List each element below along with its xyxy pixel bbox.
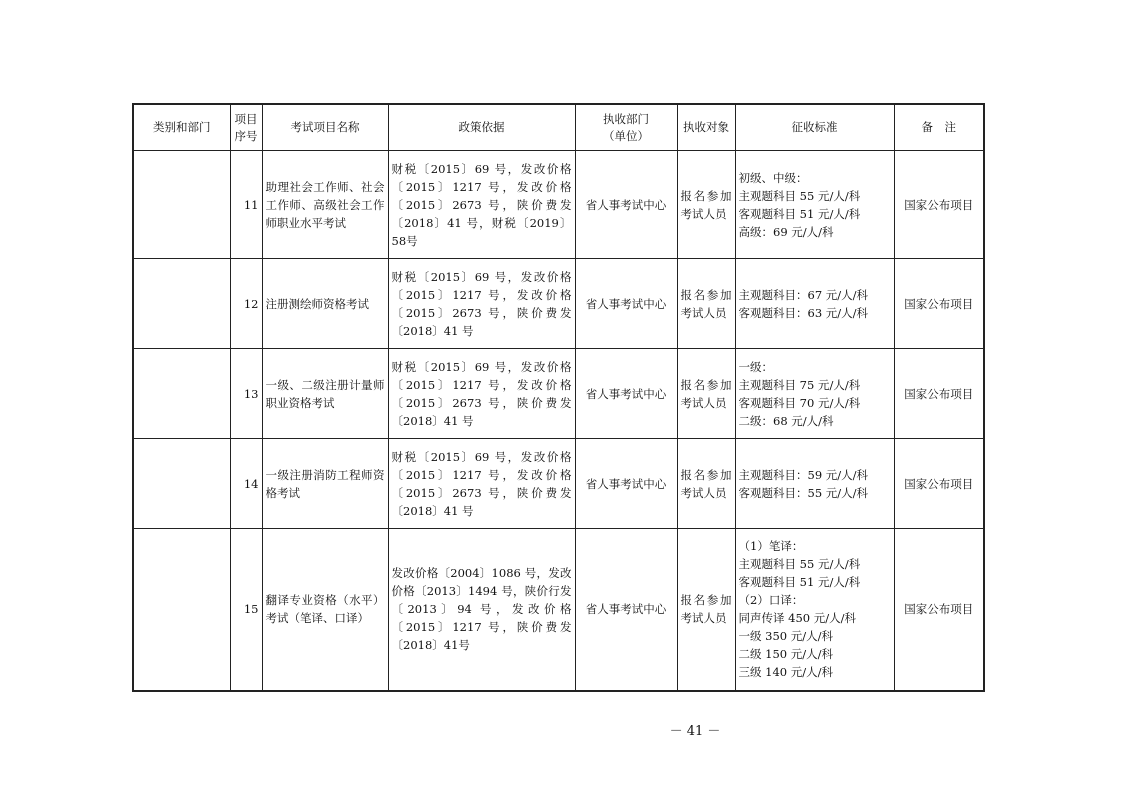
item-no-cell: 14 <box>230 439 262 529</box>
fee-standard-table <box>132 103 985 692</box>
remarks-cell: 国家公布项目 <box>894 439 984 529</box>
dept-cell: 省人事考试中心 <box>575 151 677 259</box>
category-cell <box>133 259 230 349</box>
remarks-cell: 国家公布项目 <box>894 349 984 439</box>
standard-cell: 主观题科目：59 元/人/科 客观题科目：55 元/人/科 <box>735 439 894 529</box>
category-cell <box>133 529 230 691</box>
category-cell <box>133 349 230 439</box>
policy-cell: 财税〔2015〕69 号，发改价格〔2015〕1217 号，发改价格〔2015〕2673 号，陕价费发〔2018〕41 号 <box>388 259 575 349</box>
header-exam-name: 考试项目名称 <box>262 104 388 151</box>
policy-cell: 发改价格〔2004〕1086 号，发改价格〔2013〕1494 号，陕价行发〔2013〕94 号，发改价格〔2015〕1217 号，陕价费发〔2018〕41号 <box>388 529 575 691</box>
header-standard: 征收标准 <box>735 104 894 151</box>
header-policy: 政策依据 <box>388 104 575 151</box>
remarks-cell: 国家公布项目 <box>894 529 984 691</box>
header-row <box>133 104 984 151</box>
table-row <box>133 439 984 529</box>
exam-name-cell: 一级注册消防工程师资格考试 <box>262 439 388 529</box>
page-number: － 41 － <box>669 724 721 739</box>
policy-cell: 财税〔2015〕69 号，发改价格〔2015〕1217 号，发改价格〔2015〕2673 号，陕价费发〔2018〕41 号 <box>388 349 575 439</box>
header-remarks: 备 注 <box>894 104 984 151</box>
target-cell: 报名参加考试人员 <box>677 439 735 529</box>
category-cell <box>133 439 230 529</box>
header-target: 执收对象 <box>677 104 735 151</box>
exam-name-cell: 助理社会工作师、社会工作师、高级社会工作师职业水平考试 <box>262 151 388 259</box>
exam-name-cell: 一级、二级注册计量师职业资格考试 <box>262 349 388 439</box>
target-cell: 报名参加考试人员 <box>677 259 735 349</box>
header-item-no: 项目 序号 <box>230 104 262 151</box>
remarks-cell: 国家公布项目 <box>894 259 984 349</box>
policy-cell: 财税〔2015〕69 号，发改价格〔2015〕1217 号，发改价格〔2015〕2673 号，陕价费发〔2018〕41 号 <box>388 439 575 529</box>
dept-cell: 省人事考试中心 <box>575 529 677 691</box>
item-no-cell: 15 <box>230 529 262 691</box>
standard-cell: 主观题科目：67 元/人/科 客观题科目：63 元/人/科 <box>735 259 894 349</box>
policy-cell: 财税〔2015〕69 号，发改价格〔2015〕1217 号，发改价格〔2015〕2673 号，陕价费发〔2018〕41 号，财税〔2019〕58号 <box>388 151 575 259</box>
dept-cell: 省人事考试中心 <box>575 349 677 439</box>
exam-name-cell: 翻译专业资格（水平）考试（笔译、口译） <box>262 529 388 691</box>
table-row <box>133 151 984 259</box>
remarks-cell: 国家公布项目 <box>894 151 984 259</box>
category-cell <box>133 151 230 259</box>
table-row <box>133 259 984 349</box>
item-no-cell: 12 <box>230 259 262 349</box>
item-no-cell: 13 <box>230 349 262 439</box>
item-no-cell: 11 <box>230 151 262 259</box>
target-cell: 报名参加考试人员 <box>677 529 735 691</box>
table-row <box>133 349 984 439</box>
standard-cell: 一级： 主观题科目 75 元/人/科 客观题科目 70 元/人/科 二级：68 元/人/科 <box>735 349 894 439</box>
header-category: 类别和部门 <box>133 104 230 151</box>
dept-cell: 省人事考试中心 <box>575 259 677 349</box>
exam-name-cell: 注册测绘师资格考试 <box>262 259 388 349</box>
standard-cell: （1）笔译： 主观题科目 55 元/人/科 客观题科目 51 元/人/科 （2）口译： 同声传译 450 元/人/科 一级 350 元/人/科 二级 150 元/人/科 三级 140 元/人/科 <box>735 529 894 691</box>
target-cell: 报名参加考试人员 <box>677 151 735 259</box>
header-dept: 执收部门 （单位） <box>575 104 677 151</box>
table-row <box>133 529 984 691</box>
dept-cell: 省人事考试中心 <box>575 439 677 529</box>
standard-cell: 初级、中级： 主观题科目 55 元/人/科 客观题科目 51 元/人/科 高级：69 元/人/科 <box>735 151 894 259</box>
target-cell: 报名参加考试人员 <box>677 349 735 439</box>
